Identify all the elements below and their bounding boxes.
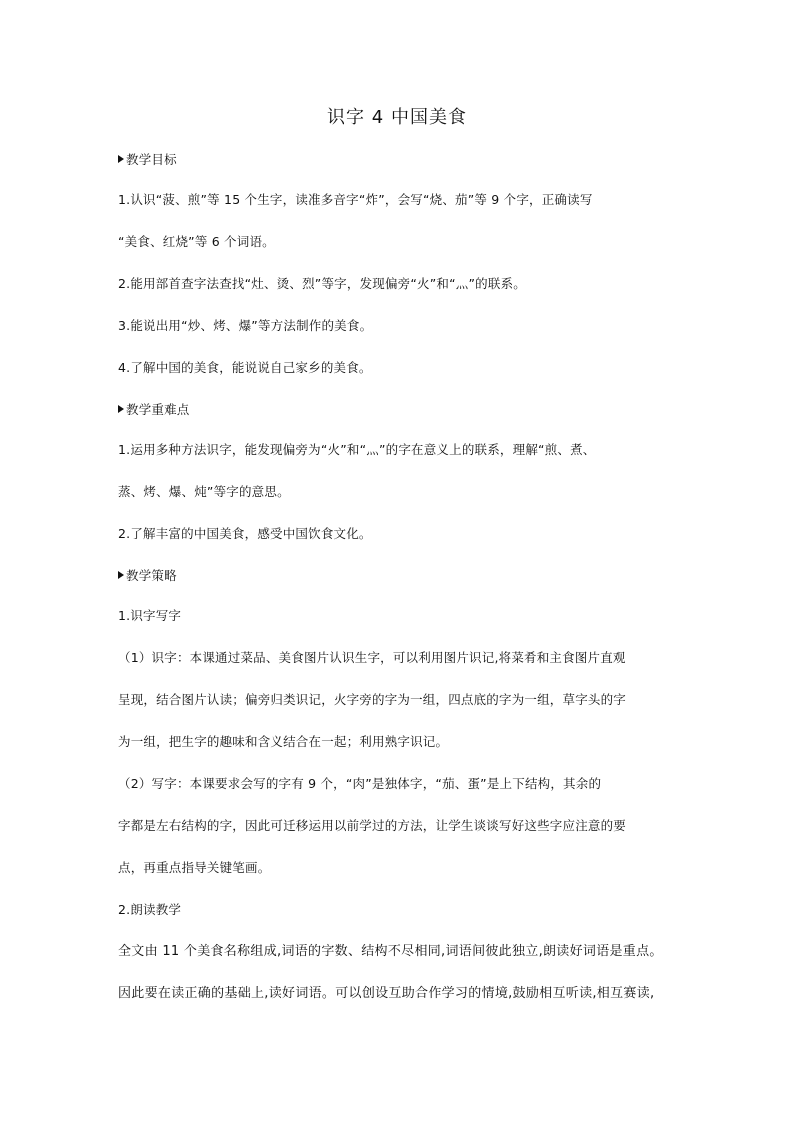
paragraph-line: 蒸、烤、爆、炖”等字的意思。 bbox=[118, 484, 290, 499]
section-heading-key-points bbox=[118, 400, 688, 420]
paragraph-line: 为一组，把生字的趣味和含义结合在一起；利用熟字识记。 bbox=[118, 734, 449, 749]
section-heading-strategy bbox=[118, 566, 688, 586]
paragraph-line: （2）写字：本课要求会写的字有 9 个，“肉”是独体字，“茄、蛋”是上下结构，其余的 bbox=[118, 776, 602, 791]
page-title: 识字 4 中国美食 bbox=[327, 107, 467, 128]
triangle-bullet-icon bbox=[118, 571, 124, 579]
section-heading-label: 教学重难点 bbox=[126, 402, 190, 417]
section-heading-label: 教学目标 bbox=[126, 152, 177, 167]
paragraph-line: 2.能用部首查字法查找“灶、烫、烈”等字，发现偏旁“火”和“灬”的联系。 bbox=[118, 276, 526, 291]
paragraph-line: “美食、红烧”等 6 个词语。 bbox=[118, 234, 275, 249]
triangle-bullet-icon bbox=[118, 405, 124, 413]
paragraph-line: 3.能说出用“炒、烤、爆”等方法制作的美食。 bbox=[118, 318, 373, 333]
paragraph-line: 1.识字写字 bbox=[118, 608, 182, 623]
paragraph-line: 2.了解丰富的中国美食，感受中国饮食文化。 bbox=[118, 526, 372, 541]
paragraph-line: 4.了解中国的美食，能说说自己家乡的美食。 bbox=[118, 360, 372, 375]
paragraph-line: 1.运用多种方法识字，能发现偏旁为“火”和“灬”的字在意义上的联系，理解“煎、煮、 bbox=[118, 442, 596, 457]
paragraph-line: 呈现，结合图片认读；偏旁归类识记，火字旁的字为一组，四点底的字为一组，草字头的字 bbox=[118, 692, 627, 707]
section-heading-label: 教学策略 bbox=[126, 568, 177, 583]
triangle-bullet-icon bbox=[118, 155, 124, 163]
paragraph-line: 因此要在读正确的基础上,读好词语。可以创设互助合作学习的情境,鼓励相互听读,相互赛读, bbox=[118, 986, 655, 1001]
paragraph-line: 全文由 11 个美食名称组成,词语的字数、结构不尽相同,词语间彼此独立,朗读好词语是重点。 bbox=[118, 944, 663, 959]
section-heading-objectives bbox=[118, 150, 688, 170]
paragraph-line: 字都是左右结构的字，因此可迁移运用以前学过的方法，让学生谈谈写好这些字应注意的要 bbox=[118, 818, 627, 833]
paragraph-line: 2.朗读教学 bbox=[118, 902, 182, 917]
paragraph-line: （1）识字：本课通过菜品、美食图片认识生字，可以利用图片识记,将菜肴和主食图片直观 bbox=[118, 650, 626, 665]
paragraph-line: 1.认识“菠、煎”等 15 个生字，读准多音字“炸”，会写“烧、茄”等 9 个字，正确读写 bbox=[118, 192, 593, 207]
paragraph-line: 点，再重点指导关键笔画。 bbox=[118, 860, 271, 875]
